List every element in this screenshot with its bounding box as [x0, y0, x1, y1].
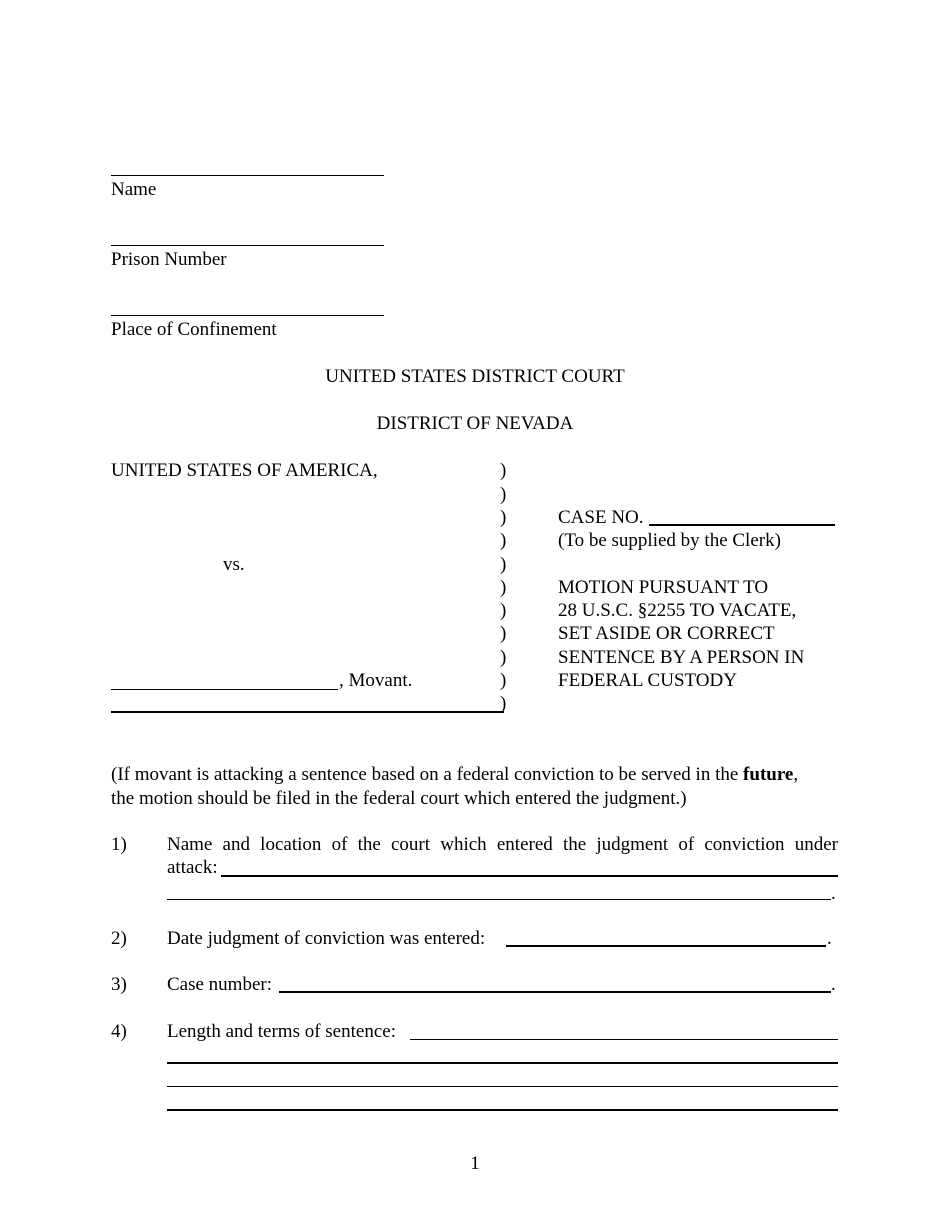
motion-title-line: SENTENCE BY A PERSON IN: [558, 647, 805, 668]
place-of-confinement-blank[interactable]: [111, 315, 384, 316]
question-text: Case number:: [167, 974, 273, 995]
question-number: 3): [111, 974, 127, 995]
prison-number-blank[interactable]: [111, 245, 384, 246]
court-district: DISTRICT OF NEVADA: [376, 413, 574, 434]
case-no-blank[interactable]: [649, 524, 835, 526]
case-no-label: CASE NO.: [558, 507, 644, 528]
judgment-date-blank[interactable]: [506, 945, 826, 947]
name-blank[interactable]: [111, 175, 384, 176]
sentence-terms-blank[interactable]: [167, 1062, 838, 1064]
question-text: Name and location of the court which entered the judgment of conviction under: [167, 834, 838, 855]
question-number: 4): [111, 1021, 127, 1042]
sentence-terms-blank[interactable]: [410, 1039, 838, 1040]
court-location-blank[interactable]: [221, 875, 838, 877]
caption-paren: ): [500, 600, 507, 621]
question-text: attack:: [167, 857, 218, 878]
movant-label: , Movant.: [339, 670, 413, 691]
caption-paren: ): [500, 484, 507, 505]
caption-paren: ): [500, 507, 507, 528]
caption-paren: ): [500, 460, 507, 481]
period: .: [831, 974, 836, 995]
instructions-text: (If movant is attacking a sentence based on a federal conviction to be served in the: [111, 764, 744, 785]
period: .: [827, 928, 832, 949]
motion-title-line: SET ASIDE OR CORRECT: [558, 623, 775, 644]
caption-paren: ): [500, 693, 507, 714]
sentence-terms-blank[interactable]: [167, 1109, 838, 1111]
prison-number-label: Prison Number: [111, 249, 227, 270]
caption-paren: ): [500, 577, 507, 598]
instructions-line-2: the motion should be filed in the federal court which entered the judgment.): [111, 788, 687, 809]
case-number-blank[interactable]: [279, 991, 831, 993]
plaintiff-name: UNITED STATES OF AMERICA,: [111, 460, 378, 481]
page-number: 1: [470, 1153, 480, 1174]
caption-paren: ): [500, 670, 507, 691]
sentence-terms-blank[interactable]: [167, 1086, 838, 1087]
question-text: Date judgment of conviction was entered:: [167, 928, 486, 949]
court-title: UNITED STATES DISTRICT COURT: [325, 366, 625, 387]
court-location-blank[interactable]: [167, 899, 831, 900]
versus-label: vs.: [223, 554, 245, 575]
caption-bottom-rule: [111, 711, 504, 713]
caption-paren: ): [500, 647, 507, 668]
period: .: [831, 883, 836, 904]
question-number: 2): [111, 928, 127, 949]
case-no-note: (To be supplied by the Clerk): [558, 530, 781, 551]
caption-paren: ): [500, 554, 507, 575]
caption-paren: ): [500, 623, 507, 644]
place-of-confinement-label: Place of Confinement: [111, 319, 277, 340]
question-text: Length and terms of sentence:: [167, 1021, 396, 1042]
question-number: 1): [111, 834, 127, 855]
motion-title-line: MOTION PURSUANT TO: [558, 577, 769, 598]
caption-paren: ): [500, 530, 507, 551]
motion-title-line: 28 U.S.C. §2255 TO VACATE,: [558, 600, 797, 621]
instructions-comma: ,: [793, 764, 799, 785]
motion-title-line: FEDERAL CUSTODY: [558, 670, 737, 691]
instructions-emphasis: future: [743, 764, 794, 785]
instructions-line-1: [111, 763, 841, 786]
name-label: Name: [111, 179, 157, 200]
movant-name-blank[interactable]: [111, 689, 338, 690]
